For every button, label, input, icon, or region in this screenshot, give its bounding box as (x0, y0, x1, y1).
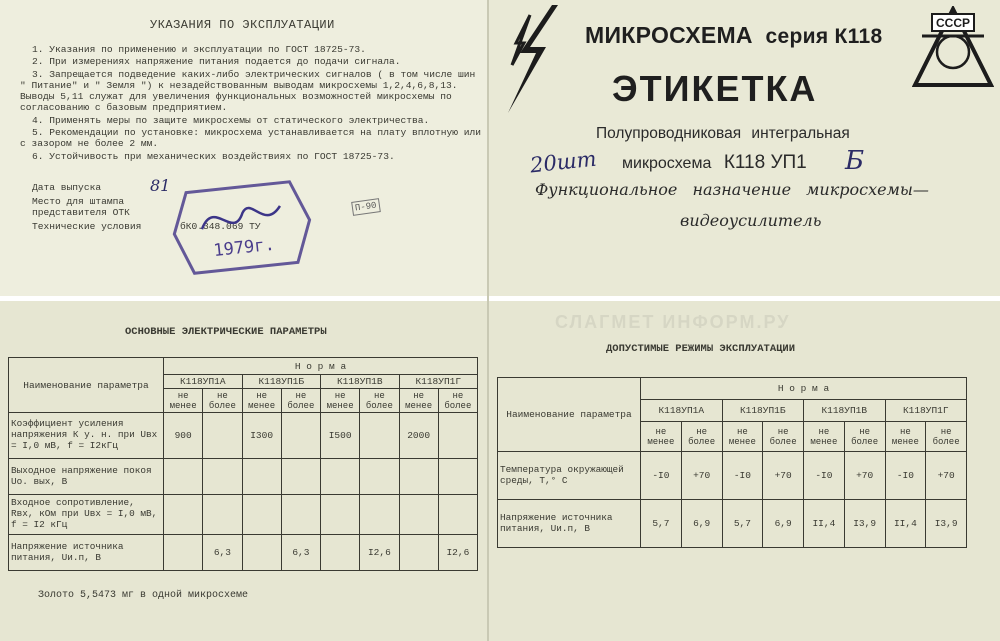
cell: -I0 (641, 452, 682, 500)
cell: +70 (681, 452, 722, 500)
cell (321, 535, 360, 571)
cell: II,4 (885, 500, 926, 548)
type-header: К118УП1Б (722, 400, 804, 422)
cell: 5,7 (722, 500, 763, 548)
stamp-place-label-2: представителя ОТК (32, 207, 130, 218)
label-heading (585, 22, 882, 49)
min-header: не менее (722, 422, 763, 452)
cell: 6,9 (763, 500, 804, 548)
param-name: Напряжение источника питания, Uи.п, В (9, 535, 164, 571)
table-row (498, 452, 967, 500)
params-norm-header: Н о р м а (164, 358, 478, 375)
table-row (498, 500, 967, 548)
min-header: не менее (804, 422, 845, 452)
param-name: Коэффициент усиления напряжения К у. н. при Uвх = I,0 мВ, f = I2кГц (9, 413, 164, 459)
min-header: не менее (321, 389, 360, 413)
param-name: Выходное напряжение покоя Uо. вых, В (9, 459, 164, 495)
type-header: К118УП1В (804, 400, 886, 422)
label-title: ЭТИКЕТКА (612, 68, 818, 109)
cell: I300 (242, 413, 281, 459)
type-header: К118УП1А (164, 375, 243, 389)
handwritten-suffix: Б (845, 146, 865, 176)
min-header: не менее (885, 422, 926, 452)
max-header: не более (203, 389, 242, 413)
cell (399, 535, 438, 571)
heading-text: МИКРОСХЕМА (585, 22, 753, 48)
handwritten-quantity: 20шт (528, 146, 598, 178)
cell: +70 (763, 452, 804, 500)
cell (164, 535, 203, 571)
instruction-item: 6. Устойчивость при механических воздействиях по ГОСТ 18725-73. (32, 150, 395, 162)
instruction-item: 1. Указания по применению и эксплуатации по ГОСТ 18725-73. (32, 44, 366, 55)
cell: +70 (926, 452, 967, 500)
model-code: К118 УП1 (723, 152, 807, 173)
cell (203, 413, 242, 459)
tech-conditions-label: Технические условия (32, 221, 142, 232)
max-header: не более (281, 389, 320, 413)
lightning-bolt-icon (500, 5, 560, 120)
modes-table (497, 377, 967, 548)
max-header: не более (926, 422, 967, 452)
instruction-item: 4. Применять меры по защите микросхемы от статического электричества. (32, 114, 430, 126)
instruction-item: 5. Рекомендации по установке: микросхема устанавливается на плату вплотную или с зазором не более 2 мм. (20, 127, 482, 150)
release-date-handwritten: 81 (150, 176, 171, 195)
gold-note: Золото 5,5473 мг в одной микросхеме (38, 590, 249, 601)
function-value: видеоусилитель (680, 211, 822, 230)
model-prefix: микросхема (622, 155, 712, 172)
cell: 2000 (399, 413, 438, 459)
watermark: СЛАГМЕТ ИНФОРМ.РУ (555, 312, 791, 332)
params-name-header: Наименование параметра (9, 358, 164, 413)
cell (360, 413, 399, 459)
quality-seal-icon (912, 6, 994, 93)
min-header: не менее (399, 389, 438, 413)
mode-name: Напряжение источника питания, Uи.п, В (498, 500, 641, 548)
tech-conditions-value: бК0.348.069 ТУ (180, 221, 261, 232)
type-header: К118УП1Г (399, 375, 478, 389)
cell: I3,9 (926, 500, 967, 548)
cell: -I0 (885, 452, 926, 500)
instruction-item: 2. При измерениях напряжение питания подается до подачи сигнала. (32, 56, 401, 68)
params-table (8, 357, 478, 571)
cell: I2,6 (360, 535, 399, 571)
max-header: не более (763, 422, 804, 452)
series-text: серия К118 (765, 25, 883, 48)
label-subtitle: Полупроводниковая интегральная (596, 125, 850, 142)
stamp-place-label-1: Место для штампа (32, 196, 125, 207)
type-header: К118УП1В (321, 375, 400, 389)
table-row (9, 495, 478, 535)
modes-name-header: Наименование параметра (498, 378, 641, 452)
instruction-item: 3. Запрещается подведение каких-либо электрических сигналов ( в том числе шин " Питание" и " Земля ") к незадействованным выводам микросхемы 1,2,4,6,8,13. Выводы 5,11 служат для увеличения функциональных возможностей микросхемы по согласованию с базовым предприятием. (20, 68, 476, 114)
model-line (622, 152, 807, 174)
page-gap (0, 296, 1000, 301)
cell (438, 413, 477, 459)
cell: 900 (164, 413, 203, 459)
modes-title: ДОПУСТИМЫЕ РЕЖИМЫ ЭКСПЛУАТАЦИИ (606, 343, 796, 355)
fold-line (487, 0, 489, 641)
type-header: К118УП1Б (242, 375, 321, 389)
cell: I500 (321, 413, 360, 459)
param-name: Входное сопротивление, Rвх, кОм при Uвх = I,0 мВ, f = I2 кГц (9, 495, 164, 535)
type-header: К118УП1Г (885, 400, 967, 422)
cell: 6,3 (281, 535, 320, 571)
cell (242, 535, 281, 571)
cell: 6,9 (681, 500, 722, 548)
cell (281, 413, 320, 459)
modes-norm-header: Н о р м а (641, 378, 967, 400)
params-title: ОСНОВНЫЕ ЭЛЕКТРИЧЕСКИЕ ПАРАМЕТРЫ (125, 326, 327, 338)
table-row (9, 413, 478, 459)
type-header: К118УП1А (641, 400, 723, 422)
mode-name: Температура окружающей среды, Т,° С (498, 452, 641, 500)
table-row (9, 459, 478, 495)
otk-stamp (168, 178, 316, 277)
otk-mark: П-90 (351, 198, 380, 216)
max-header: не более (681, 422, 722, 452)
seal-text: СССР (935, 16, 971, 30)
function-label: Функциональное назначение микросхемы— (535, 180, 929, 199)
cell: 6,3 (203, 535, 242, 571)
max-header: не более (438, 389, 477, 413)
cell: -I0 (722, 452, 763, 500)
stamp-year: 1979г. (212, 234, 276, 262)
cell: II,4 (804, 500, 845, 548)
cell: +70 (844, 452, 885, 500)
min-header: не менее (242, 389, 281, 413)
instructions-title: УКАЗАНИЯ ПО ЭКСПЛУАТАЦИИ (150, 18, 335, 32)
release-date-label: Дата выпуска (32, 182, 102, 193)
cell: -I0 (804, 452, 845, 500)
instructions-list (20, 44, 485, 163)
min-header: не менее (164, 389, 203, 413)
cell: 5,7 (641, 500, 682, 548)
cell: I3,9 (844, 500, 885, 548)
table-row (9, 535, 478, 571)
cell: I2,6 (438, 535, 477, 571)
max-header: не более (360, 389, 399, 413)
max-header: не более (844, 422, 885, 452)
min-header: не менее (641, 422, 682, 452)
